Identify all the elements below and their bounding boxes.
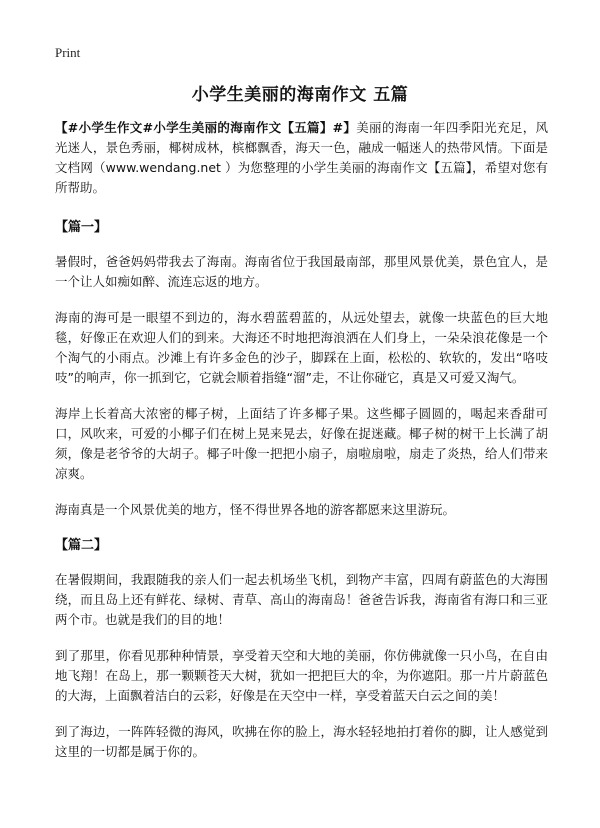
section-heading-1: 【篇一】: [55, 220, 108, 235]
section-2-paragraph-3: 到了海边，一阵阵轻微的海风，吹拂在你的脸上，海水轻轻地拍打着你的脚，让人感觉到这里的一切都是属于你的。: [55, 724, 548, 759]
document-title: 小学生美丽的海南作文 五篇: [191, 85, 409, 105]
section-2-paragraph-1: 在暑假期间，我跟随我的亲人们一起去机场坐飞机，到物产丰富，四周有蔚蓝色的大海围绕，而且岛上还有鲜花、绿树、青草、高山的海南岛！爸爸告诉我，海南省有海口和三亚两个市。也就是我们的目的地！: [55, 572, 548, 627]
intro-paragraph: [55, 118, 548, 198]
section-1-paragraph-1: 暑假时，爸爸妈妈带我去了海南。海南省位于我国最南部，那里风景优美，景色宜人，是一个让人如痴如醉、流连忘返的地方。: [55, 254, 548, 289]
document-body: [55, 118, 548, 778]
intro-text: 美丽的海南一年四季阳光充足，风光迷人，景色秀丽，椰树成林，槟榔飘香，海天一色，融成一幅迷人的热带风情。下面是文档网（www.wendang.net ）为您整理的小学生美丽的海南作文【五篇】，希望对您有所帮助。: [55, 120, 548, 195]
print-label: Print: [55, 45, 81, 60]
section-1-paragraph-3: 海岸上长着高大浓密的椰子树，上面结了许多椰子果。这些椰子圆圆的，喝起来香甜可口，风吹来，可爱的小椰子们在树上晃来晃去，好像在捉迷藏。椰子树的树干上长满了胡须，像是老爷爷的大胡子。椰子叶像一把把小扇子，扇啦扇啦，扇走了炎热，给人们带来凉爽。: [55, 406, 548, 481]
section-1-paragraph-4: 海南真是一个风景优美的地方，怪不得世界各地的游客都愿来这里游玩。: [55, 502, 456, 517]
section-2-paragraph-2: 到了那里，你看见那种种情景，享受着天空和大地的美丽，你仿佛就像一只小鸟，在自由地飞翔！在岛上，那一颗颗苍天大树，犹如一把把巨大的伞，为你遮阳。那一片片蔚蓝色的大海，上面飘着洁白的云彩，好像是在天空中一样，享受着蓝天白云之间的美！: [55, 648, 548, 703]
intro-tag: 【#小学生作文#小学生美丽的海南作文【五篇】#】: [55, 120, 357, 135]
section-heading-2: 【篇二】: [55, 538, 108, 553]
section-1-paragraph-2: 海南的海可是一眼望不到边的，海水碧蓝碧蓝的，从远处望去，就像一块蓝色的巨大地毯，好像正在欢迎人们的到来。大海还不时地把海浪洒在人们身上，一朵朵浪花像是一个个淘气的小雨点。沙滩上有许多金色的沙子，脚踩在上面，松松的、软软的，发出“咯吱吱”的响声，你一抓到它，它就会顺着指缝“溜”走，不让你碰它，真是又可爱又淘气。: [55, 310, 548, 385]
